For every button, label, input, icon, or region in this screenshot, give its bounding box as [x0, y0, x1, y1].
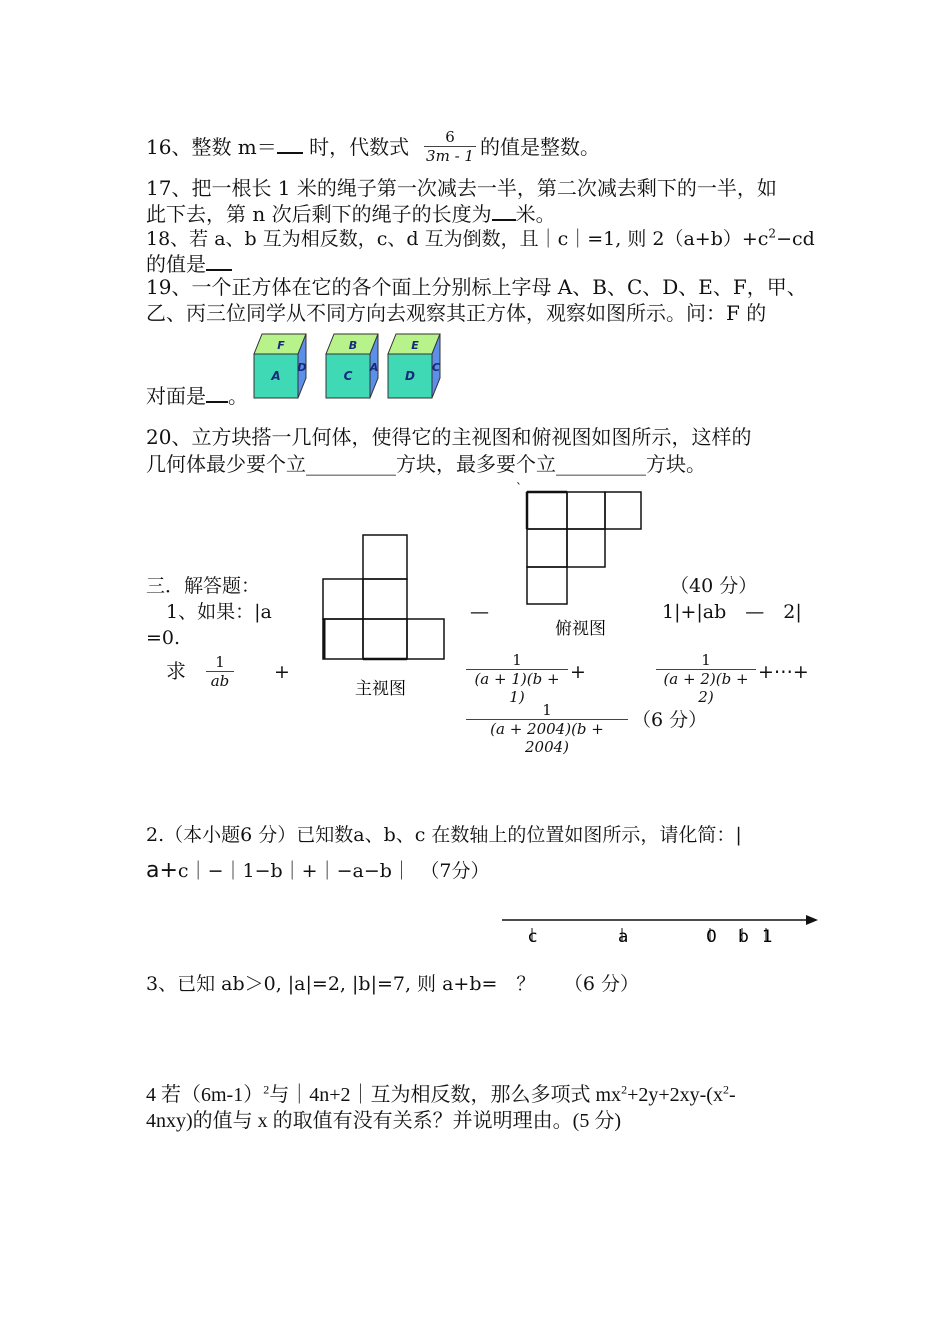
front-view-label: 主视图	[355, 679, 406, 699]
fraction-a2004-b2004: 1 (a + 2004)(b + 2004)	[466, 701, 628, 756]
question-18-line2: 的值是	[146, 251, 232, 277]
axis-label-c: c	[528, 927, 538, 947]
question-16: 16、整数 m＝ 时，代数式	[146, 135, 410, 159]
question-19-line3: 对面是 。	[146, 384, 248, 408]
axis-label-b: b	[738, 927, 749, 947]
cube-top-letter: B	[348, 339, 358, 352]
cube-front-letter: A	[271, 369, 281, 383]
problem-4-line1: 4 若$(6m-1)^2$与｜4n+2｜互为相反数，那么多项式 $mx^2+2y+2xy-(x^2-$	[146, 1082, 736, 1106]
section-3-title: 三．解答题：	[146, 575, 261, 597]
cube-view-2	[326, 334, 378, 398]
problem-4-line2: 4nxy)的值与 x 的取值有没有关系？并说明理由。(5 分)	[146, 1110, 621, 1132]
answer-blank	[277, 134, 303, 154]
axis-label-0: 0	[706, 927, 717, 947]
cube-side-letter: A	[369, 361, 379, 374]
cube-front-letter: C	[343, 369, 353, 383]
plus-ellipsis: +⋯+	[758, 661, 809, 683]
cube-front-letter: D	[405, 369, 415, 383]
number-line	[500, 908, 830, 948]
axis-label-1: 1	[762, 927, 773, 947]
question-20-line1: 20、立方块搭一几何体，使得它的主视图和俯视图如图所示，这样的	[146, 425, 752, 449]
cube-top-letter: E	[411, 339, 419, 352]
answer-blank	[206, 251, 232, 271]
question-19-line1: 19、一个正方体在它的各个面上分别标上字母 A、B、C、D、E、F，甲、	[146, 275, 807, 299]
question-20-line2: 几何体最少要个立_________方块，最多要个立_________方块。	[146, 452, 706, 476]
fraction-a1-b1: 1 (a + 1)(b + 1)	[466, 651, 568, 706]
tick-mark: `	[516, 482, 522, 495]
question-16-suffix: 的值是整数。	[480, 135, 600, 159]
problem-1-dash: —	[470, 601, 489, 623]
plus-sign: +	[570, 661, 586, 683]
question-17-line1: 17、把一根长 1 米的绳子第一次减去一半，第二次减去剩下的一半，如	[146, 176, 777, 200]
fraction-1-over-ab: 1 ab	[206, 653, 234, 690]
top-view-grid	[527, 492, 641, 604]
problem-3: 3、已知 ab＞0, |a|=2, |b|=7, 则 a+b= ？ （6 分）	[146, 973, 640, 995]
cube-top-letter: F	[277, 339, 285, 352]
problem-1-score: （6 分）	[632, 709, 708, 731]
cube-side-letter: D	[297, 361, 307, 374]
question-19-line2: 乙、丙三位同学从不同方向去观察其正方体，观察如图所示。问：F 的	[146, 301, 767, 325]
problem-1-ask: 求	[166, 659, 186, 683]
problem-2-line2: a+c｜−｜1−b｜+｜−a−b｜ （7分）	[146, 858, 490, 883]
question-18-line1: 18、若 a、b 互为相反数，c、d 互为倒数，且｜c｜=1, 则 $2(a+b)+c^2-cd$	[146, 226, 815, 250]
answer-blank	[492, 201, 516, 221]
axis-label-a: a	[618, 927, 629, 947]
cube-views-figure	[250, 330, 450, 406]
answer-blank	[206, 383, 228, 403]
problem-2-line1: 2.（本小题6 分）已知数a、b、c 在数轴上的位置如图所示，请化简：|	[146, 824, 742, 846]
arrow-right-icon	[806, 915, 818, 925]
cube-view-3	[388, 334, 440, 398]
fraction-a2-b2: 1 (a + 2)(b + 2)	[656, 651, 756, 706]
section-3-score: （40 分）	[670, 575, 758, 597]
cube-side-letter: C	[431, 361, 441, 374]
problem-1-line2: =0.	[146, 627, 181, 649]
cube-view-1	[254, 334, 307, 398]
question-17-line2: 此下去，第 n 次后剩下的绳子的长度为 米。	[146, 202, 556, 226]
plus-sign: +	[274, 661, 290, 683]
problem-1-line1-right: 1|+|ab — 2|	[662, 601, 802, 623]
problem-1-line1-left: 1、如果：|a	[166, 601, 272, 623]
fraction-6-over-3m-1: 6 3m - 1	[424, 128, 476, 165]
top-view-label: 俯视图	[555, 619, 606, 639]
front-view-grid	[323, 535, 444, 659]
